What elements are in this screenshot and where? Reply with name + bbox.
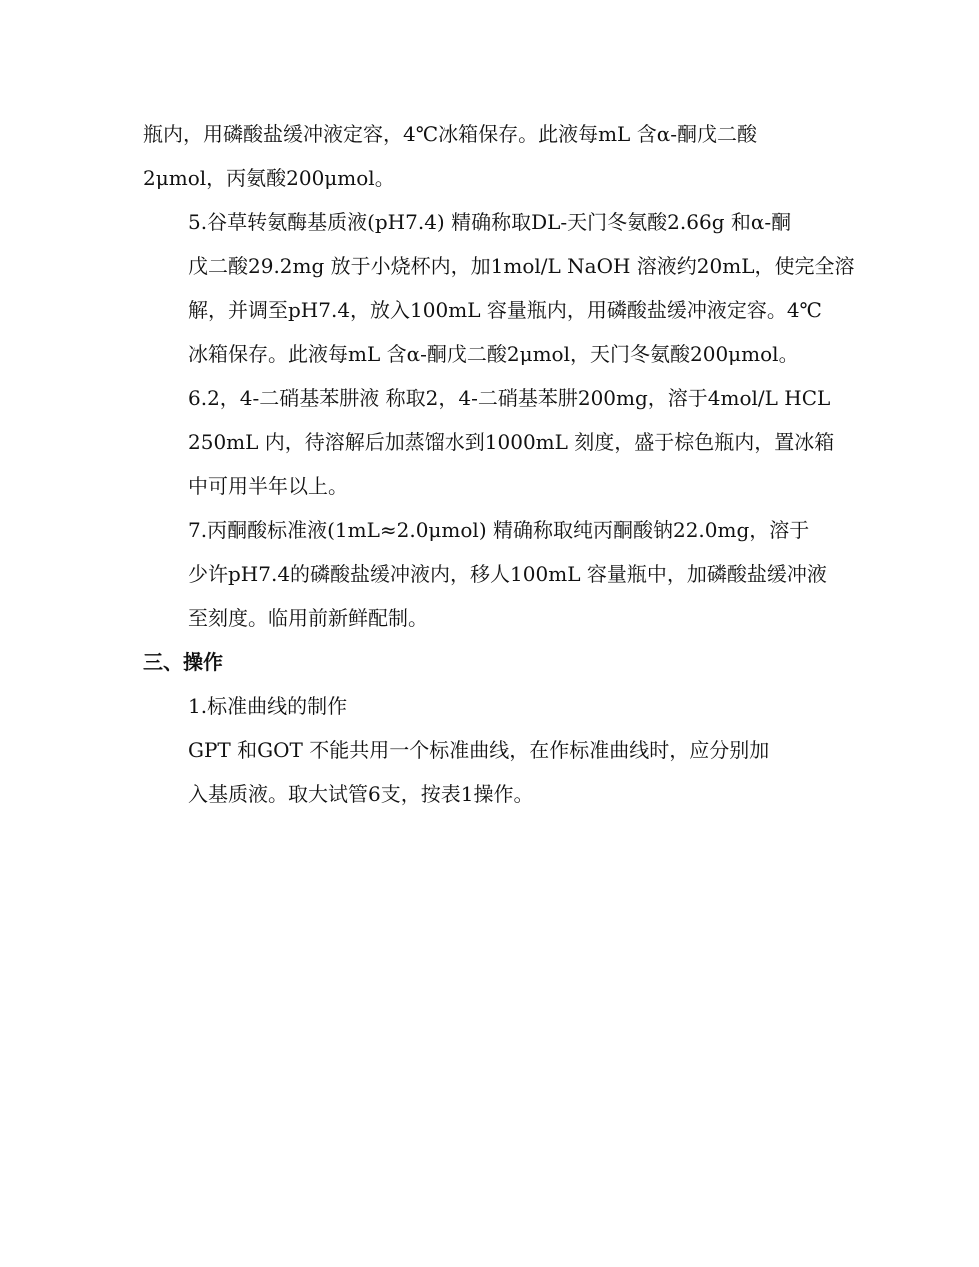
subheading-standard-curve	[143, 684, 837, 728]
text-line: 至刻度。临用前新鲜配制。	[188, 606, 428, 630]
section-heading-operation: 三、操作	[143, 650, 223, 674]
text-line: 250mL 内，待溶解后加蒸馏水到1000mL 刻度，盛于棕色瓶内，置冰箱	[188, 430, 835, 454]
paragraph-standard-curve-instructions	[143, 728, 837, 816]
paragraph-phosphate-buffer-continuation	[143, 112, 837, 200]
text-line: 2μmol，丙氨酸200μmol。	[143, 166, 395, 190]
text-line: 瓶内，用磷酸盐缓冲液定容，4℃冰箱保存。此液每mL 含α-酮戊二酸	[143, 122, 757, 146]
paragraph-got-substrate	[143, 200, 855, 376]
text-line: 5.谷草转氨酶基质液(pH7.4) 精确称取DL-天门冬氨酸2.66g 和α-酮	[188, 210, 792, 234]
text-line: 7.丙酮酸标准液(1mL≈2.0μmol) 精确称取纯丙酮酸钠22.0mg，溶于	[188, 518, 810, 542]
text-line: 解，并调至pH7.4，放入100mL 容量瓶内，用磷酸盐缓冲液定容。4℃	[188, 298, 822, 322]
text-line: GPT 和GOT 不能共用一个标准曲线，在作标准曲线时，应分别加	[188, 738, 770, 762]
text-line: 戊二酸29.2mg 放于小烧杯内，加1mol/L NaOH 溶液约20mL，使完全溶	[188, 254, 855, 278]
text-line: 6.2，4-二硝基苯肼液 称取2，4-二硝基苯肼200mg，溶于4mol/L HCL	[188, 386, 831, 410]
paragraph-pyruvate-standard	[143, 508, 837, 640]
text-line: 1.标准曲线的制作	[188, 694, 348, 718]
text-line: 少许pH7.4的磷酸盐缓冲液内，移人100mL 容量瓶中，加磷酸盐缓冲液	[188, 562, 827, 586]
text-line: 中可用半年以上。	[188, 474, 348, 498]
text-line: 冰箱保存。此液每mL 含α-酮戊二酸2μmol，天门冬氨酸200μmol。	[188, 342, 799, 366]
text-line: 入基质液。取大试管6支，按表1操作。	[188, 782, 534, 806]
document-content	[143, 112, 855, 816]
paragraph-dnph-reagent	[143, 376, 837, 508]
